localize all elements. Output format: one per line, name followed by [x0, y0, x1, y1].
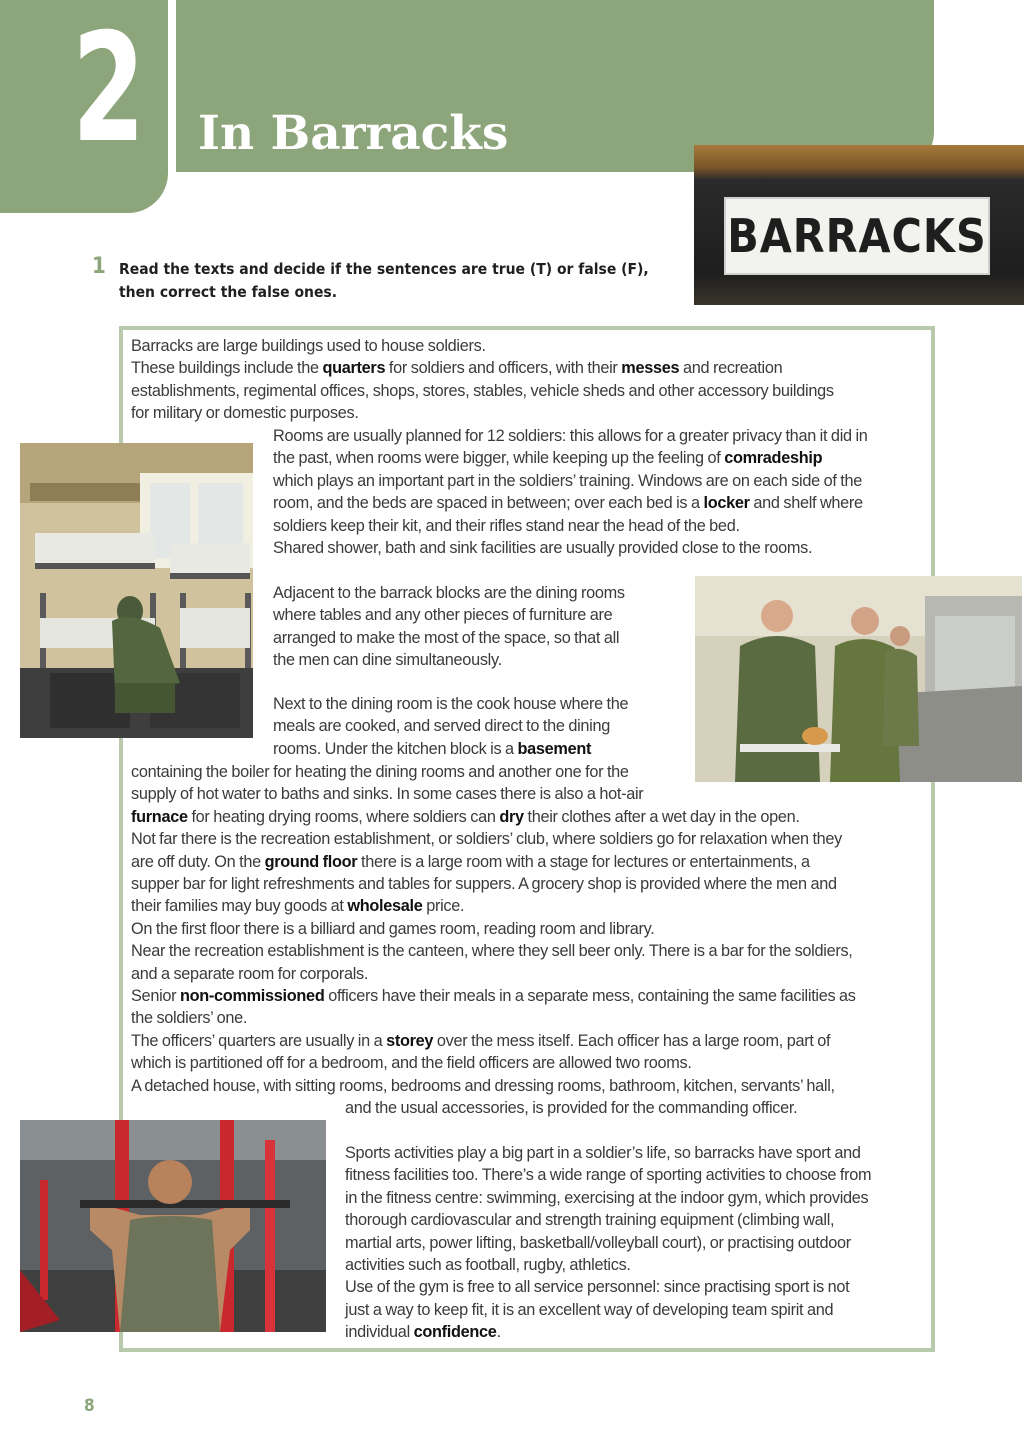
task-number: 1 [92, 254, 106, 279]
keyword-quarters: quarters [322, 359, 386, 378]
text-line: Use of the gym is free to all service personnel: since practising sport is not [345, 1278, 850, 1297]
dining-room-photo [695, 576, 1022, 782]
dormitory-illustration [20, 443, 253, 738]
paragraph-rooms [273, 425, 868, 559]
text-line: Next to the dining room is the cook house where the [273, 695, 629, 713]
text-line: containing the boiler for heating the dining rooms and another one for the [131, 763, 629, 781]
text-line: martial arts, power lifting, basketball/volleyball court), or practising outdoor [345, 1233, 851, 1252]
gym-illustration [20, 1120, 326, 1332]
text-line: room, and the beds are spaced in between; over each bed is a locker and shelf where [273, 494, 863, 513]
text-line: in the fitness centre: swimming, exercising at the indoor gym, which provides [345, 1188, 869, 1207]
paragraph-dining [273, 582, 625, 672]
text-line: and a separate room for corporals. [131, 964, 369, 983]
text-line: Sports activities play a big part in a soldier’s life, so barracks have sport and [345, 1144, 861, 1162]
text-line: are off duty. On the ground floor there is a large room with a stage for lectures or entertainments, a [131, 852, 810, 871]
keyword-non-commissioned: non-commissioned [180, 987, 325, 1006]
task-line: Read the texts and decide if the sentences are true (T) or false (F), [119, 260, 649, 278]
text-line: On the first floor there is a billiard and games room, reading room and library. [131, 919, 655, 938]
unit-number: 2 [72, 2, 143, 176]
text-line: Not far there is the recreation establishment, or soldiers’ club, where soldiers go for relaxation when they [131, 830, 843, 849]
keyword-locker: locker [703, 494, 750, 513]
text-line: Near the recreation establishment is the canteen, where they sell beer only. There is a bar for the soldiers, [131, 942, 853, 961]
paragraph-cookhouse-start [273, 693, 628, 760]
text-line: the men can dine simultaneously. [273, 651, 502, 670]
paragraph-main [131, 761, 856, 1097]
barracks-sign-photo [694, 145, 1024, 305]
paragraph-commander [345, 1097, 797, 1119]
gym-photo [20, 1120, 326, 1332]
dormitory-photo [20, 443, 253, 738]
text-line: soldiers keep their kit, and their rifles stand near the head of the bed. [273, 516, 740, 535]
dining-illustration [695, 576, 1022, 782]
task-text [119, 254, 652, 304]
keyword-confidence: confidence [413, 1323, 497, 1342]
text-line: which is partitioned off for a bedroom, and the field officers are allowed two rooms. [131, 1054, 692, 1073]
text-line: The officers’ quarters are usually in a storey over the mess itself. Each officer has a large room, part of [131, 1031, 831, 1050]
paragraph-sports [345, 1142, 871, 1344]
text-line: and the usual accessories, is provided for the commanding officer. [345, 1099, 798, 1117]
text-line: meals are cooked, and served direct to the dining [273, 717, 610, 736]
text-line: fitness facilities too. There’s a wide range of sporting activities to choose from [345, 1166, 872, 1185]
keyword-basement: basement [517, 739, 592, 758]
text-line: activities such as football, rugby, athletics. [345, 1256, 631, 1275]
task-line: then correct the false ones. [119, 283, 338, 301]
text-line: thorough cardiovascular and strength training equipment (climbing wall, [345, 1211, 835, 1230]
text-line: their families may buy goods at wholesale price. [131, 897, 465, 916]
text-line: supper bar for light refreshments and tables for suppers. A grocery shop is provided where the men and [131, 875, 837, 894]
text-line: Barracks are large buildings used to house soldiers. [131, 337, 486, 355]
keyword-wholesale: wholesale [347, 897, 423, 916]
text-line: rooms. Under the kitchen block is a basement [273, 739, 592, 758]
text-line: individual confidence. [345, 1323, 501, 1342]
text-line: A detached house, with sitting rooms, bedrooms and dressing rooms, bathroom, kitchen, servants’ hall, [131, 1076, 835, 1095]
text-line: Shared shower, bath and sink facilities are usually provided close to the rooms. [273, 539, 813, 558]
task-instruction [92, 254, 652, 304]
text-line: Rooms are usually planned for 12 soldiers: this allows for a greater privacy than it did in [273, 427, 868, 445]
barracks-sign: BARRACKS [724, 197, 990, 275]
keyword-comradeship: comradeship [724, 449, 823, 468]
keyword-ground-floor: ground floor [264, 852, 358, 871]
unit-number-box [0, 0, 168, 213]
text-line: for military or domestic purposes. [131, 404, 359, 423]
unit-title: In Barracks [198, 106, 509, 161]
text-line: the soldiers’ one. [131, 1009, 248, 1028]
keyword-storey: storey [386, 1031, 434, 1050]
text-line: These buildings include the quarters for soldiers and officers, with their messes and recreation [131, 359, 783, 378]
text-line: arranged to make the most of the space, so that all [273, 628, 620, 647]
text-line: establishments, regimental offices, shops, stores, stables, vehicle sheds and other accessory buildings [131, 381, 834, 400]
text-line: which plays an important part in the soldiers’ training. Windows are on each side of the [273, 471, 863, 490]
text-line: furnace for heating drying rooms, where soldiers can dry their clothes after a wet day in the open. [131, 807, 800, 826]
text-line: where tables and any other pieces of furniture are [273, 606, 613, 625]
text-line: the past, when rooms were bigger, while keeping up the feeling of comradeship [273, 449, 823, 468]
keyword-dry: dry [499, 807, 524, 826]
text-line: just a way to keep fit, it is an excellent way of developing team spirit and [345, 1300, 834, 1319]
keyword-furnace: furnace [131, 807, 188, 826]
keyword-messes: messes [621, 359, 680, 378]
text-line: supply of hot water to baths and sinks. In some cases there is also a hot-air [131, 785, 644, 804]
paragraph-intro [131, 335, 834, 425]
text-line: Adjacent to the barrack blocks are the dining rooms [273, 584, 625, 602]
text-line: Senior non-commissioned officers have their meals in a separate mess, containing the same facilities as [131, 987, 856, 1006]
page-number: 8 [84, 1396, 95, 1416]
